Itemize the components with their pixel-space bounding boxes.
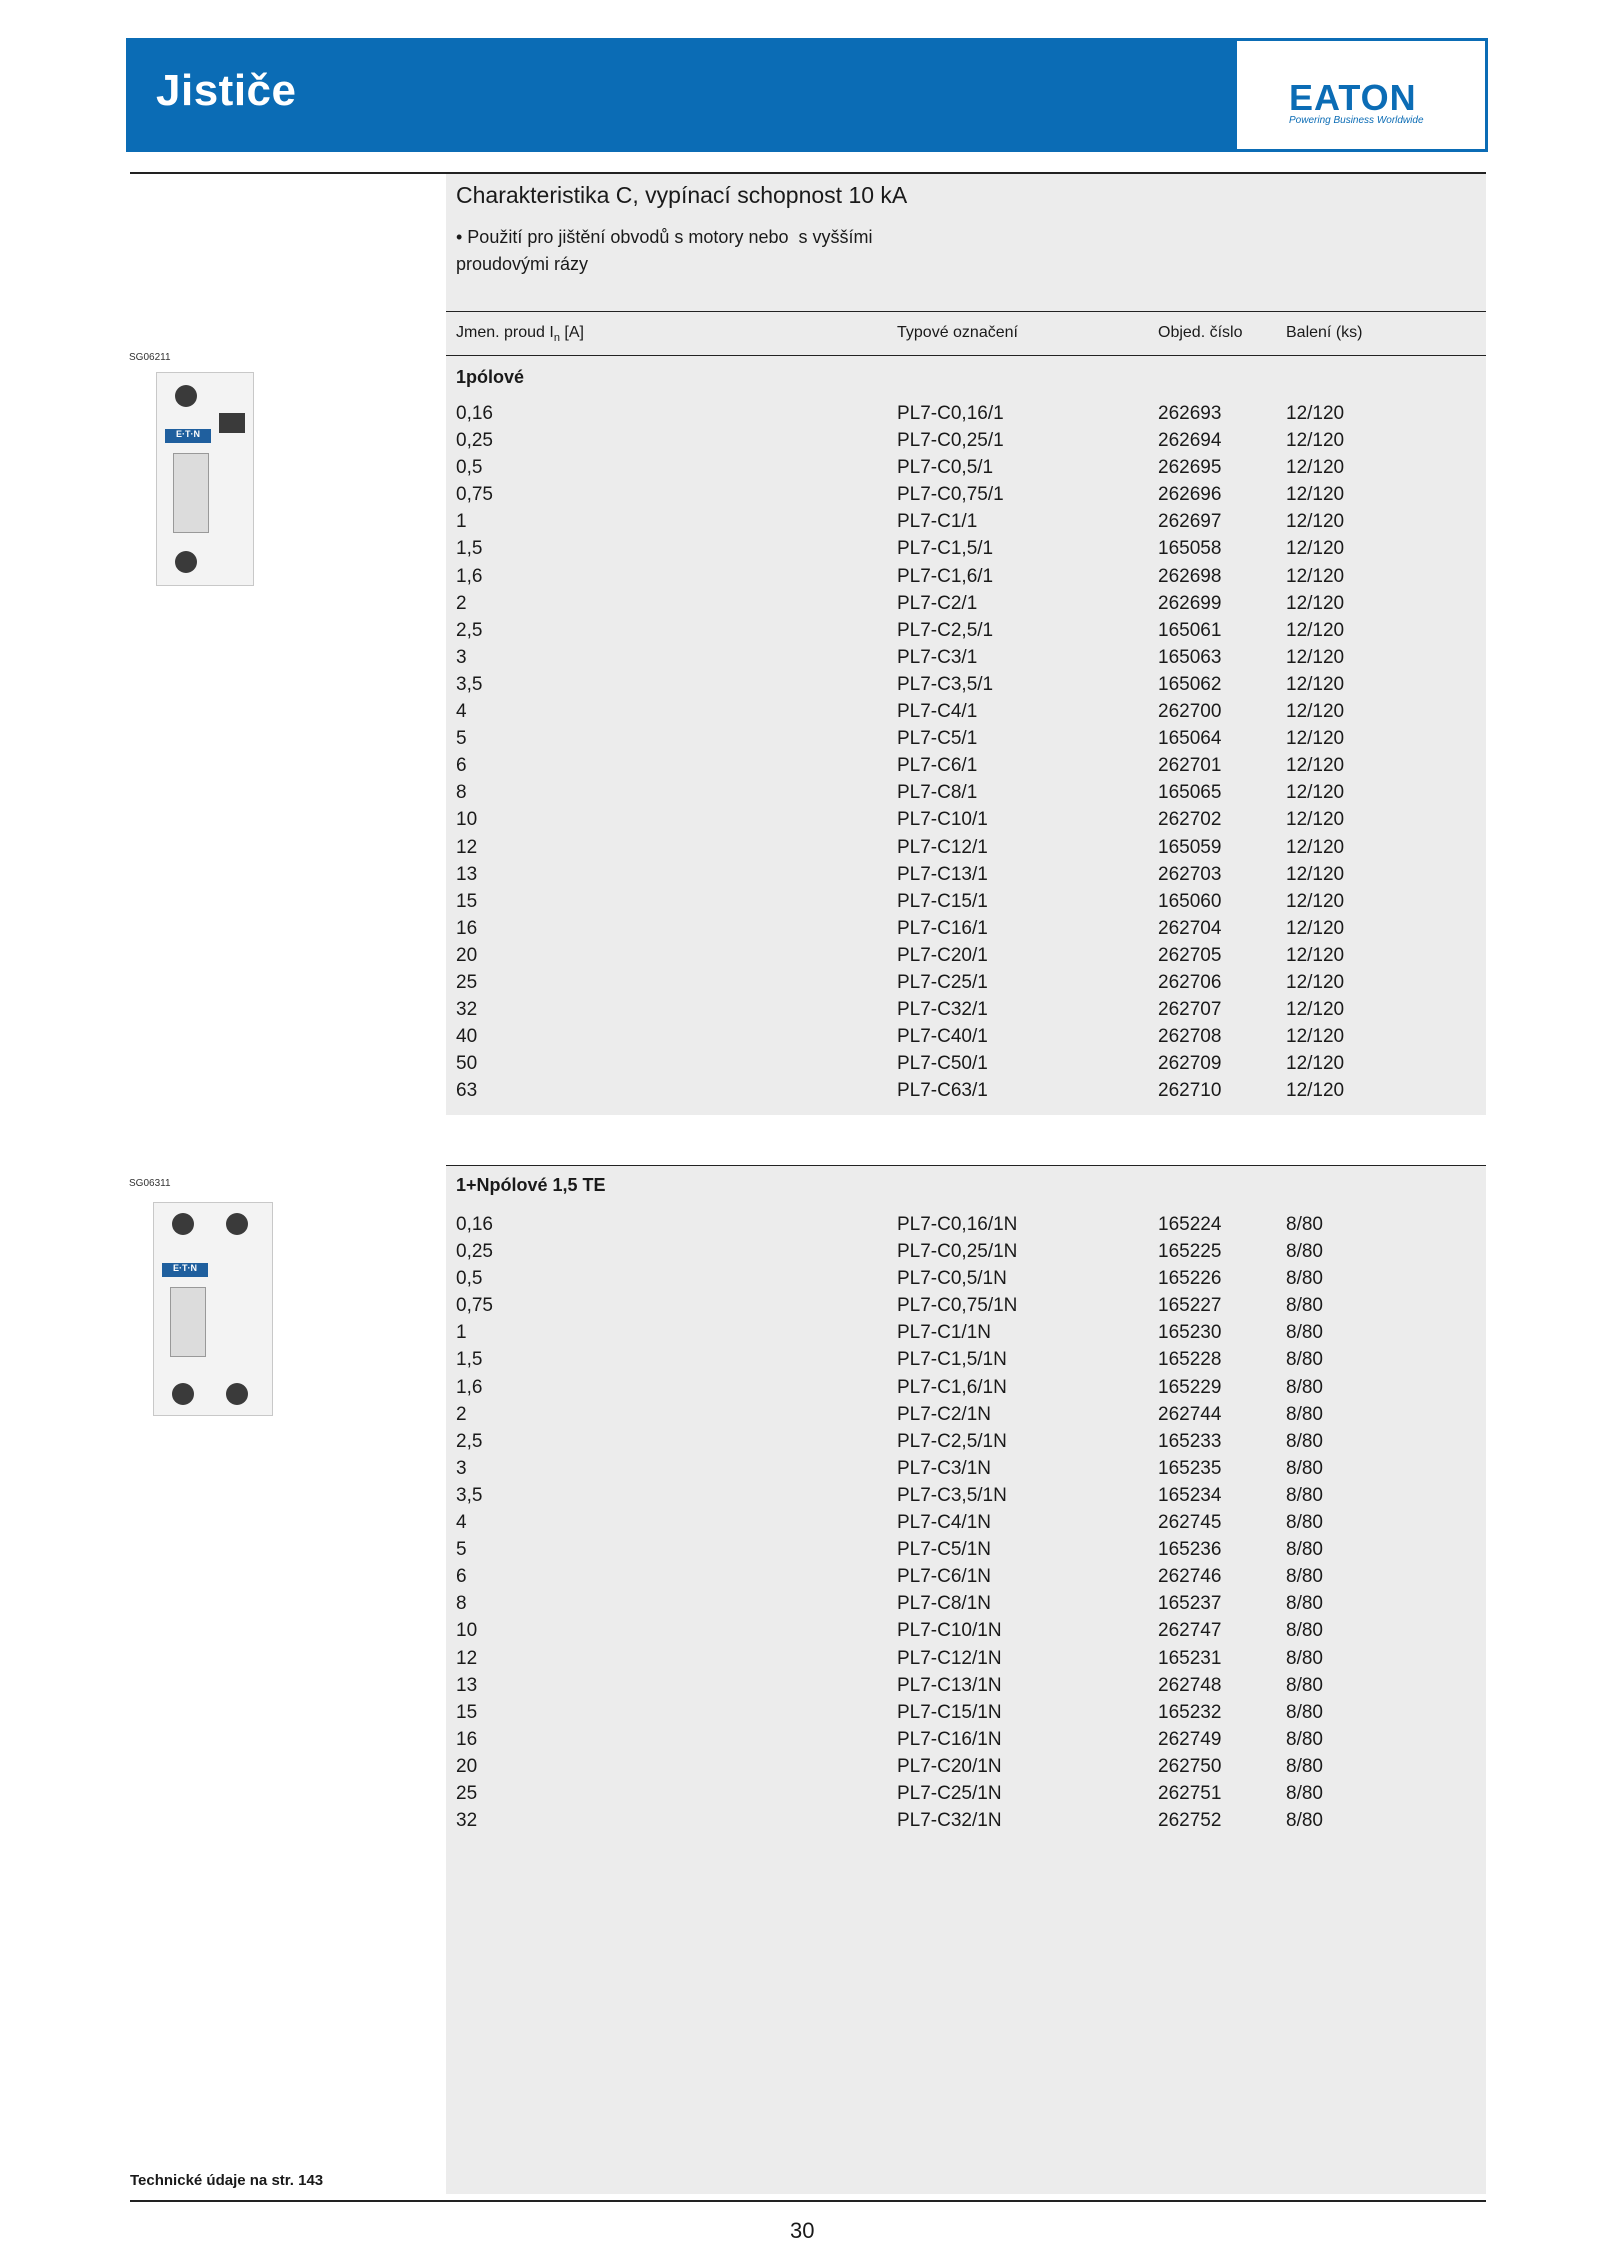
- cell-rated-current: 6: [456, 755, 467, 777]
- cell-order-number: 262750: [1158, 1755, 1222, 1777]
- section-title: Charakteristika C, vypínací schopnost 10 kA: [456, 182, 908, 208]
- cell-order-number: 165227: [1158, 1295, 1222, 1317]
- cell-type-designation: PL7-C8/1: [897, 782, 978, 804]
- cell-rated-current: 32: [456, 999, 478, 1021]
- cell-rated-current: 0,16: [456, 403, 493, 424]
- cell-type-designation: PL7-C2/1: [897, 592, 978, 614]
- cell-packaging: 12/120: [1286, 1053, 1345, 1075]
- cell-packaging: 12/120: [1286, 755, 1345, 777]
- column-header-current-label: Jmen. proud I: [456, 324, 554, 341]
- cell-type-designation: PL7-C0,5/1N: [897, 1268, 1007, 1290]
- cell-rated-current: 4: [456, 701, 467, 723]
- cell-type-designation: PL7-C6/1N: [897, 1566, 991, 1588]
- cell-rated-current: 2,5: [456, 1430, 483, 1452]
- cell-type-designation: PL7-C0,5/1: [897, 457, 994, 479]
- table-row: [446, 1374, 1486, 1401]
- cell-order-number: 262705: [1158, 944, 1222, 966]
- cell-packaging: 12/120: [1286, 1080, 1345, 1102]
- cell-rated-current: 0,5: [456, 1268, 483, 1290]
- cell-rated-current: 6: [456, 1566, 467, 1588]
- cell-order-number: 262710: [1158, 1080, 1222, 1102]
- cell-packaging: 8/80: [1286, 1295, 1323, 1317]
- cell-packaging: 12/120: [1286, 890, 1345, 912]
- cell-packaging: 12/120: [1286, 944, 1345, 966]
- column-header-current-subscript: n: [553, 332, 560, 345]
- cell-order-number: 165224: [1158, 1214, 1222, 1235]
- cell-packaging: 8/80: [1286, 1647, 1323, 1669]
- table-row: [446, 1509, 1486, 1536]
- cell-rated-current: 3: [456, 646, 467, 668]
- cell-packaging: 8/80: [1286, 1728, 1323, 1750]
- header-rule-top: [446, 311, 1486, 312]
- cell-rated-current: 12: [456, 836, 478, 858]
- cell-type-designation: PL7-C1,5/1: [897, 538, 994, 560]
- cell-packaging: 8/80: [1286, 1214, 1323, 1235]
- cell-rated-current: 12: [456, 1647, 478, 1669]
- logo-tagline: Powering Business Worldwide: [1289, 115, 1424, 126]
- table-row: [446, 1319, 1486, 1346]
- cell-type-designation: PL7-C15/1: [897, 890, 988, 912]
- cell-rated-current: 16: [456, 917, 478, 939]
- cell-rated-current: 0,25: [456, 430, 493, 452]
- cell-rated-current: 13: [456, 863, 478, 885]
- cell-rated-current: 25: [456, 971, 478, 993]
- cell-order-number: 165061: [1158, 619, 1222, 641]
- cell-type-designation: PL7-C16/1N: [897, 1728, 1002, 1750]
- table-row: [446, 644, 1486, 671]
- cell-rated-current: 20: [456, 1755, 478, 1777]
- cell-order-number: 262744: [1158, 1403, 1222, 1425]
- cell-type-designation: PL7-C20/1: [897, 944, 988, 966]
- cell-packaging: 8/80: [1286, 1403, 1323, 1425]
- cell-order-number: 262747: [1158, 1620, 1222, 1642]
- cell-order-number: 262699: [1158, 592, 1222, 614]
- cell-order-number: 165235: [1158, 1457, 1222, 1479]
- group-rule: [446, 1165, 1486, 1166]
- cell-rated-current: 0,25: [456, 1241, 493, 1263]
- cell-packaging: 8/80: [1286, 1755, 1323, 1777]
- column-header-current-unit: [A]: [559, 324, 584, 341]
- cell-packaging: 12/120: [1286, 971, 1345, 993]
- bottom-rule: [130, 2200, 1486, 2202]
- cell-order-number: 262704: [1158, 917, 1222, 939]
- table-row: [446, 590, 1486, 617]
- cell-packaging: 8/80: [1286, 1484, 1323, 1506]
- table-row: [446, 1672, 1486, 1699]
- cell-order-number: 165234: [1158, 1484, 1222, 1506]
- cell-type-designation: PL7-C5/1: [897, 728, 978, 750]
- table-row: [446, 834, 1486, 861]
- cell-type-designation: PL7-C10/1N: [897, 1620, 1002, 1642]
- cell-rated-current: 0,5: [456, 457, 483, 479]
- cell-rated-current: 1,5: [456, 538, 483, 560]
- header-rule-bottom: [446, 355, 1486, 356]
- cell-type-designation: PL7-C12/1: [897, 836, 988, 858]
- cell-type-designation: PL7-C0,25/1: [897, 430, 1004, 452]
- table-row: [446, 1211, 1486, 1238]
- cell-packaging: 12/120: [1286, 999, 1345, 1021]
- cell-type-designation: PL7-C3,5/1: [897, 673, 994, 695]
- cell-packaging: 12/120: [1286, 430, 1345, 452]
- table-row: [446, 617, 1486, 644]
- cell-order-number: 165062: [1158, 673, 1222, 695]
- table-row: [446, 1536, 1486, 1563]
- table-row: [446, 481, 1486, 508]
- cell-rated-current: 32: [456, 1810, 478, 1832]
- cell-packaging: 8/80: [1286, 1539, 1323, 1561]
- cell-type-designation: PL7-C16/1: [897, 917, 988, 939]
- cell-order-number: 165063: [1158, 646, 1222, 668]
- cell-rated-current: 8: [456, 1593, 467, 1615]
- cell-packaging: 12/120: [1286, 917, 1345, 939]
- cell-rated-current: 0,16: [456, 1214, 493, 1235]
- footnote-technical-data: Technické údaje na str. 143: [130, 2172, 324, 2189]
- cell-packaging: 12/120: [1286, 646, 1345, 668]
- column-header-order: Objed. číslo: [1158, 324, 1243, 341]
- cell-order-number: 262698: [1158, 565, 1222, 587]
- cell-rated-current: 25: [456, 1782, 478, 1804]
- table-row: [446, 996, 1486, 1023]
- table-row: [446, 861, 1486, 888]
- cell-packaging: 12/120: [1286, 619, 1345, 641]
- column-header-pack: Balení (ks): [1286, 324, 1363, 341]
- cell-type-designation: PL7-C12/1N: [897, 1647, 1002, 1669]
- cell-order-number: 262703: [1158, 863, 1222, 885]
- cell-packaging: 8/80: [1286, 1376, 1323, 1398]
- cell-order-number: 262749: [1158, 1728, 1222, 1750]
- cell-type-designation: PL7-C32/1N: [897, 1810, 1002, 1832]
- cell-type-designation: PL7-C1,5/1N: [897, 1349, 1007, 1371]
- cell-packaging: 8/80: [1286, 1512, 1323, 1534]
- cell-packaging: 8/80: [1286, 1674, 1323, 1696]
- cell-rated-current: 3,5: [456, 673, 483, 695]
- group-separator: [446, 1115, 1486, 1165]
- cell-order-number: 262700: [1158, 701, 1222, 723]
- cell-order-number: 165233: [1158, 1430, 1222, 1452]
- cell-type-designation: PL7-C1,6/1N: [897, 1376, 1007, 1398]
- table-row: [446, 1023, 1486, 1050]
- cell-packaging: 12/120: [1286, 1026, 1345, 1048]
- cell-order-number: 165236: [1158, 1539, 1222, 1561]
- cell-rated-current: 1,6: [456, 565, 483, 587]
- cell-type-designation: PL7-C13/1: [897, 863, 988, 885]
- cell-type-designation: PL7-C4/1N: [897, 1512, 991, 1534]
- cell-rated-current: 15: [456, 890, 478, 912]
- cell-rated-current: 16: [456, 1728, 478, 1750]
- table-row: [446, 888, 1486, 915]
- cell-rated-current: 1,6: [456, 1376, 483, 1398]
- cell-rated-current: 50: [456, 1053, 478, 1075]
- cell-type-designation: PL7-C25/1: [897, 971, 988, 993]
- cell-order-number: 262708: [1158, 1026, 1222, 1048]
- cell-order-number: 165228: [1158, 1349, 1222, 1371]
- image-code-1: SG06211: [129, 352, 171, 363]
- group-title-1pole: 1pólové: [456, 367, 525, 387]
- cell-packaging: 12/120: [1286, 863, 1345, 885]
- table-row: [446, 806, 1486, 833]
- table-row: [446, 1617, 1486, 1644]
- cell-type-designation: PL7-C5/1N: [897, 1539, 991, 1561]
- table-row: [446, 752, 1486, 779]
- cell-rated-current: 3,5: [456, 1484, 483, 1506]
- cell-type-designation: PL7-C40/1: [897, 1026, 988, 1048]
- image-code-2: SG06311: [129, 1178, 171, 1189]
- cell-order-number: 262697: [1158, 511, 1222, 533]
- table-row: [446, 779, 1486, 806]
- cell-rated-current: 1: [456, 511, 467, 533]
- cell-order-number: 262709: [1158, 1053, 1222, 1075]
- cell-type-designation: PL7-C2,5/1: [897, 619, 994, 641]
- table-row: [446, 1346, 1486, 1373]
- table-row: [446, 1050, 1486, 1077]
- table-row: [446, 942, 1486, 969]
- cell-type-designation: PL7-C0,75/1N: [897, 1295, 1018, 1317]
- cell-packaging: 12/120: [1286, 484, 1345, 506]
- table-row: [446, 563, 1486, 590]
- cell-rated-current: 5: [456, 1539, 467, 1561]
- cell-order-number: 165059: [1158, 836, 1222, 858]
- cell-order-number: 165230: [1158, 1322, 1222, 1344]
- page-number: 30: [790, 2218, 815, 2243]
- cell-order-number: 165226: [1158, 1268, 1222, 1290]
- table-row: [446, 1455, 1486, 1482]
- cell-order-number: 262748: [1158, 1674, 1222, 1696]
- table-row: [446, 1807, 1486, 1834]
- cell-type-designation: PL7-C4/1: [897, 701, 978, 723]
- table-row: [446, 1238, 1486, 1265]
- cell-rated-current: 2: [456, 1403, 467, 1425]
- cell-type-designation: PL7-C0,16/1N: [897, 1214, 1018, 1235]
- table-row: [446, 725, 1486, 752]
- cell-packaging: 8/80: [1286, 1620, 1323, 1642]
- cell-type-designation: PL7-C3,5/1N: [897, 1484, 1007, 1506]
- cell-order-number: 262696: [1158, 484, 1222, 506]
- table-row: [446, 915, 1486, 942]
- cell-type-designation: PL7-C1,6/1: [897, 565, 994, 587]
- cell-packaging: 12/120: [1286, 403, 1345, 424]
- cell-type-designation: PL7-C1/1: [897, 511, 978, 533]
- cell-rated-current: 4: [456, 1512, 467, 1534]
- cell-packaging: 8/80: [1286, 1430, 1323, 1452]
- cell-order-number: 165065: [1158, 782, 1222, 804]
- cell-type-designation: PL7-C3/1: [897, 646, 978, 668]
- cell-order-number: 262693: [1158, 403, 1222, 424]
- cell-order-number: 165232: [1158, 1701, 1222, 1723]
- logo-wordmark: EATON: [1289, 77, 1417, 118]
- cell-type-designation: PL7-C20/1N: [897, 1755, 1002, 1777]
- table-row: [446, 535, 1486, 562]
- cell-order-number: 165064: [1158, 728, 1222, 750]
- cell-packaging: 8/80: [1286, 1701, 1323, 1723]
- table-row: [446, 1645, 1486, 1672]
- cell-type-designation: PL7-C8/1N: [897, 1593, 991, 1615]
- breaker-1pole-image: E·T·N: [156, 372, 254, 586]
- cell-type-designation: PL7-C1/1N: [897, 1322, 991, 1344]
- table-row: [446, 1726, 1486, 1753]
- table-row: [446, 454, 1486, 481]
- cell-packaging: 12/120: [1286, 565, 1345, 587]
- cell-order-number: 165231: [1158, 1647, 1222, 1669]
- cell-rated-current: 15: [456, 1701, 478, 1723]
- table-row: [446, 1563, 1486, 1590]
- table-row: [446, 1699, 1486, 1726]
- section-bullet: • Použití pro jištění obvodů s motory nebo s vyššími proudovými rázy: [456, 227, 873, 274]
- cell-order-number: 262751: [1158, 1782, 1222, 1804]
- cell-order-number: 165225: [1158, 1241, 1222, 1263]
- cell-type-designation: PL7-C0,25/1N: [897, 1241, 1018, 1263]
- group-title-1npole: 1+Npólové 1,5 TE: [456, 1175, 606, 1195]
- cell-packaging: 8/80: [1286, 1782, 1323, 1804]
- table-row: [446, 427, 1486, 454]
- table-row: [446, 1428, 1486, 1455]
- cell-packaging: 12/120: [1286, 701, 1345, 723]
- cell-type-designation: PL7-C50/1: [897, 1053, 988, 1075]
- cell-order-number: 262706: [1158, 971, 1222, 993]
- table-row: [446, 671, 1486, 698]
- table-row: [446, 1292, 1486, 1319]
- cell-order-number: 262701: [1158, 755, 1222, 777]
- cell-packaging: 12/120: [1286, 457, 1345, 479]
- cell-order-number: 262694: [1158, 430, 1222, 452]
- cell-packaging: 12/120: [1286, 809, 1345, 831]
- cell-packaging: 8/80: [1286, 1566, 1323, 1588]
- cell-type-designation: PL7-C0,75/1: [897, 484, 1004, 506]
- cell-rated-current: 1,5: [456, 1349, 483, 1371]
- cell-packaging: 12/120: [1286, 673, 1345, 695]
- cell-order-number: 262745: [1158, 1512, 1222, 1534]
- cell-packaging: 8/80: [1286, 1322, 1323, 1344]
- cell-packaging: 12/120: [1286, 511, 1345, 533]
- cell-order-number: 165058: [1158, 538, 1222, 560]
- cell-rated-current: 2: [456, 592, 467, 614]
- cell-rated-current: 63: [456, 1080, 478, 1102]
- cell-rated-current: 13: [456, 1674, 478, 1696]
- cell-order-number: 262752: [1158, 1810, 1222, 1832]
- cell-order-number: 165237: [1158, 1593, 1222, 1615]
- cell-rated-current: 5: [456, 728, 467, 750]
- product-table-1npole: [446, 1211, 1486, 1834]
- cell-order-number: 262707: [1158, 999, 1222, 1021]
- table-row: [446, 1482, 1486, 1509]
- cell-type-designation: PL7-C0,16/1: [897, 403, 1004, 424]
- cell-rated-current: 10: [456, 809, 478, 831]
- cell-rated-current: 40: [456, 1026, 478, 1048]
- cell-rated-current: 10: [456, 1620, 478, 1642]
- cell-rated-current: 3: [456, 1457, 467, 1479]
- product-table-1pole: [446, 400, 1486, 1104]
- cell-type-designation: PL7-C15/1N: [897, 1701, 1002, 1723]
- cell-order-number: 165229: [1158, 1376, 1222, 1398]
- table-row: [446, 1401, 1486, 1428]
- cell-rated-current: 0,75: [456, 1295, 493, 1317]
- cell-packaging: 8/80: [1286, 1241, 1323, 1263]
- cell-type-designation: PL7-C3/1N: [897, 1457, 991, 1479]
- cell-packaging: 12/120: [1286, 836, 1345, 858]
- cell-packaging: 8/80: [1286, 1810, 1323, 1832]
- cell-packaging: 8/80: [1286, 1268, 1323, 1290]
- cell-packaging: 12/120: [1286, 538, 1345, 560]
- cell-packaging: 8/80: [1286, 1593, 1323, 1615]
- column-header-current: [456, 324, 584, 344]
- cell-rated-current: 8: [456, 782, 467, 804]
- cell-type-designation: PL7-C2/1N: [897, 1403, 991, 1425]
- cell-rated-current: 20: [456, 944, 478, 966]
- header-band: [126, 38, 1488, 152]
- table-row: [446, 1077, 1486, 1104]
- cell-packaging: 12/120: [1286, 592, 1345, 614]
- table-row: [446, 508, 1486, 535]
- cell-type-designation: PL7-C10/1: [897, 809, 988, 831]
- cell-order-number: 262695: [1158, 457, 1222, 479]
- cell-packaging: 12/120: [1286, 728, 1345, 750]
- table-row: [446, 969, 1486, 996]
- table-row: [446, 1753, 1486, 1780]
- cell-type-designation: PL7-C6/1: [897, 755, 978, 777]
- cell-packaging: 12/120: [1286, 782, 1345, 804]
- cell-type-designation: PL7-C25/1N: [897, 1782, 1002, 1804]
- cell-packaging: 8/80: [1286, 1349, 1323, 1371]
- cell-packaging: 8/80: [1286, 1457, 1323, 1479]
- cell-type-designation: PL7-C2,5/1N: [897, 1430, 1007, 1452]
- table-row: [446, 1780, 1486, 1807]
- table-row: [446, 698, 1486, 725]
- cell-rated-current: 1: [456, 1322, 467, 1344]
- cell-type-designation: PL7-C63/1: [897, 1080, 988, 1102]
- table-row: [446, 1265, 1486, 1292]
- eaton-logo: [1237, 41, 1485, 149]
- breaker-1npole-image: E·T·N: [153, 1202, 273, 1416]
- cell-rated-current: 2,5: [456, 619, 483, 641]
- cell-order-number: 262746: [1158, 1566, 1222, 1588]
- cell-type-designation: PL7-C32/1: [897, 999, 988, 1021]
- cell-type-designation: PL7-C13/1N: [897, 1674, 1002, 1696]
- cell-order-number: 262702: [1158, 809, 1222, 831]
- page-title: Jističe: [156, 66, 297, 115]
- table-row: [446, 1590, 1486, 1617]
- cell-rated-current: 0,75: [456, 484, 493, 506]
- cell-order-number: 165060: [1158, 890, 1222, 912]
- table-row: [446, 400, 1486, 427]
- column-header-type: Typové označení: [897, 324, 1018, 341]
